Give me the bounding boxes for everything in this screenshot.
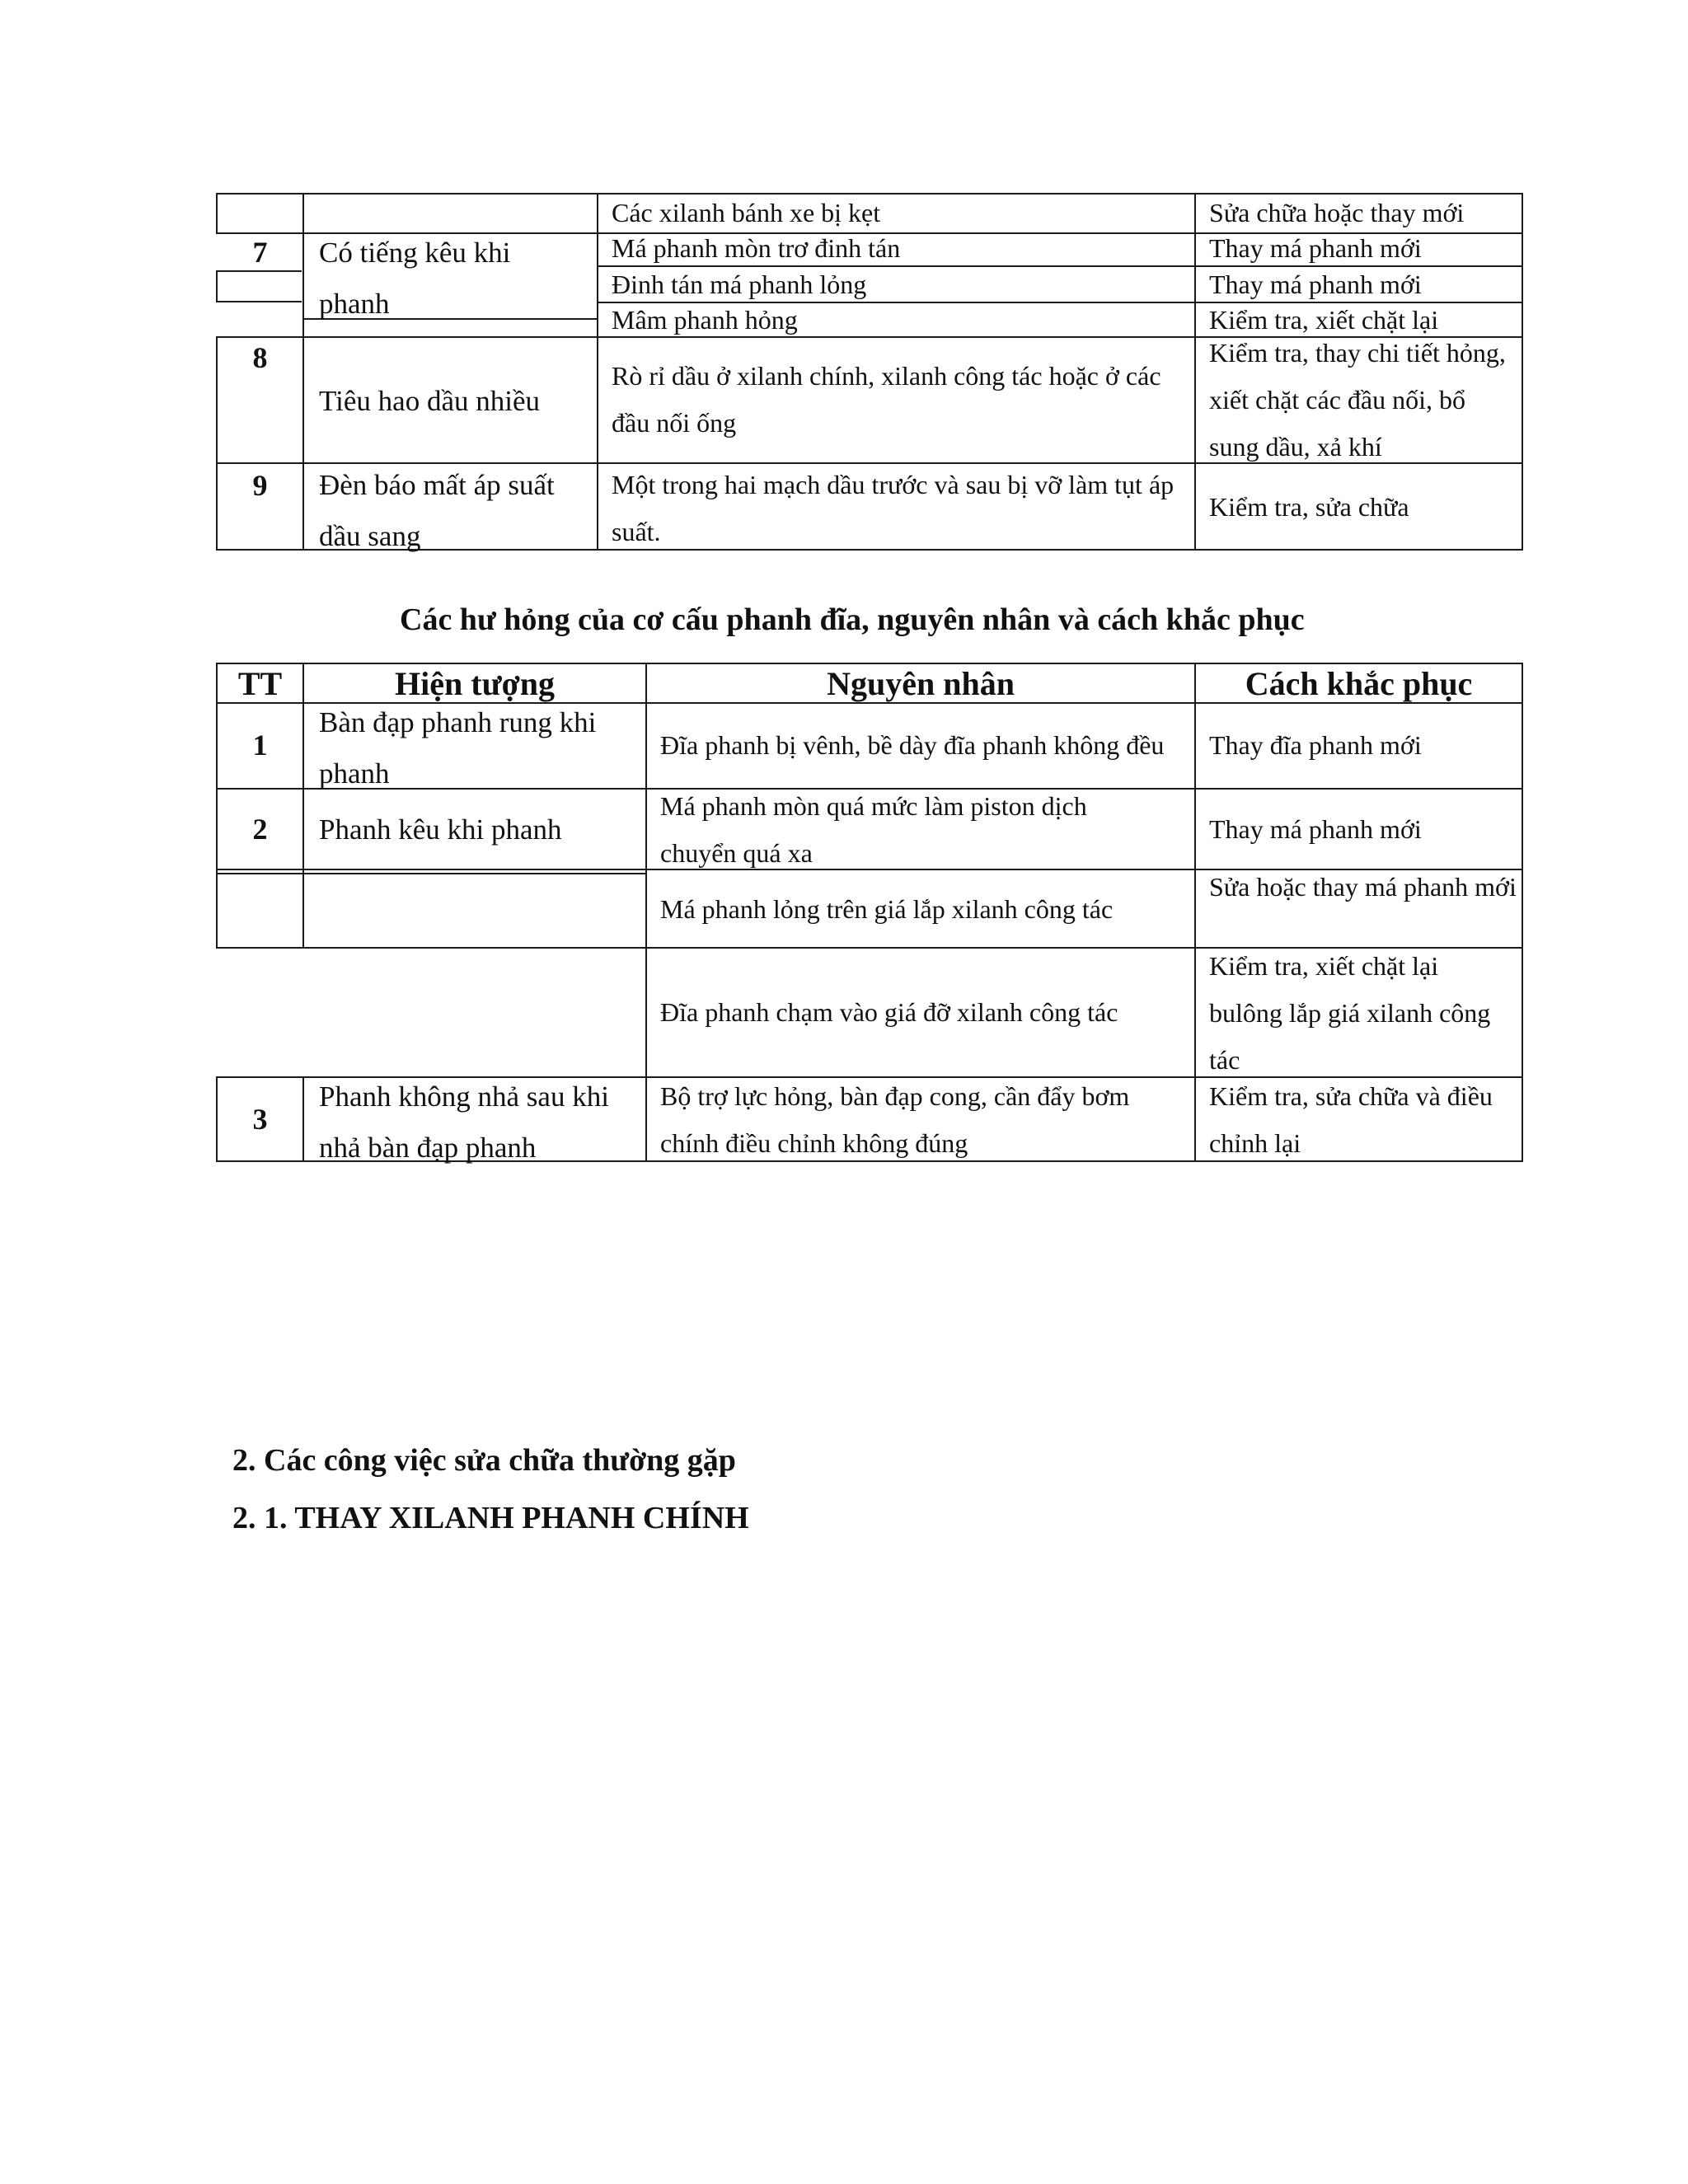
- header-fix: Cách khắc phục: [1245, 665, 1473, 702]
- symptom-cell: Phanh không nhả sau khi nhả bàn đạp phanh: [319, 1080, 609, 1164]
- fix-cell: Sửa chữa hoặc thay mới: [1209, 198, 1465, 227]
- table-title: Các hư hỏng của cơ cấu phanh đĩa, nguyên nhân và cách khắc phục: [400, 602, 1305, 637]
- symptom-cell: Tiêu hao dầu nhiều: [319, 385, 540, 417]
- cause-cell: Đinh tán má phanh lỏng: [612, 269, 867, 299]
- table-border: [1522, 663, 1523, 1162]
- symptom-cell: Đèn báo mất áp suất dầu sang: [319, 469, 555, 552]
- header-tt: TT: [237, 665, 283, 702]
- fix-cell: Kiểm tra, xiết chặt lại bulông lắp giá xilanh công tác: [1209, 951, 1491, 1075]
- row-number: 9: [252, 469, 268, 502]
- table-border: [597, 193, 598, 549]
- row-number: 2: [252, 813, 268, 846]
- row-number: 3: [252, 1103, 268, 1136]
- fix-cell: Thay má phanh mới: [1209, 814, 1422, 844]
- subsection-heading: 2. 1. THAY XILANH PHANH CHÍNH: [232, 1501, 749, 1535]
- table-border: [1522, 193, 1523, 551]
- table-border: [1194, 193, 1196, 549]
- cause-cell: Một trong hai mạch dầu trước và sau bị vỡ làm tụt áp suất.: [612, 470, 1175, 546]
- table-border: [216, 873, 645, 874]
- fix-cell: Thay đĩa phanh mới: [1209, 730, 1422, 760]
- cause-cell: Bộ trợ lực hỏng, bàn đạp cong, cần đẩy bơm chính điều chỉnh không đúng: [660, 1081, 1130, 1158]
- table-border: [645, 663, 647, 1160]
- table-border: [302, 1076, 304, 1160]
- table-border: [302, 193, 304, 549]
- header-symptom: Hiện tượng: [395, 665, 555, 702]
- row-number: 1: [252, 729, 268, 762]
- symptom-cell: Bàn đạp phanh rung khi phanh: [319, 706, 597, 790]
- table-border: [216, 301, 302, 302]
- cause-cell: Má phanh mòn trơ đinh tán: [612, 233, 901, 263]
- header-cause: Nguyên nhân: [827, 665, 1015, 702]
- fix-cell: Kiểm tra, sửa chữa và điều chỉnh lại: [1209, 1081, 1493, 1158]
- section-heading: 2. Các công việc sửa chữa thường gặp: [232, 1443, 736, 1478]
- fix-cell: Kiểm tra, xiết chặt lại: [1209, 305, 1439, 335]
- fix-cell: Thay má phanh mới: [1209, 269, 1422, 299]
- cause-cell: Đĩa phanh bị vênh, bề dày đĩa phanh không đều: [660, 730, 1165, 760]
- fix-cell: Sửa hoặc thay má phanh mới: [1209, 872, 1517, 902]
- table-border: [216, 270, 218, 302]
- symptom-cell: Có tiếng kêu khi: [319, 237, 511, 269]
- table-border: [216, 193, 218, 232]
- symptom-cell: phanh: [319, 288, 390, 320]
- symptom-cell: Phanh kêu khi phanh: [319, 813, 562, 846]
- cause-cell: Các xilanh bánh xe bị kẹt: [612, 198, 881, 227]
- cause-cell: Mâm phanh hỏng: [612, 305, 798, 335]
- fix-cell: Thay má phanh mới: [1209, 233, 1422, 263]
- row-number: 8: [252, 341, 268, 374]
- cause-cell: Đĩa phanh chạm vào giá đỡ xilanh công tác: [660, 997, 1118, 1027]
- cause-cell: Má phanh lỏng trên giá lắp xilanh công tác: [660, 894, 1114, 924]
- row-number: 7: [252, 236, 268, 269]
- cause-cell: Rò rỉ dầu ở xilanh chính, xilanh công tác hoặc ở các đầu nối ống: [612, 361, 1161, 438]
- cause-cell: Má phanh mòn quá mức làm piston dịch chuyển quá xa: [660, 791, 1087, 868]
- fix-cell: Kiểm tra, thay chi tiết hỏng, xiết chặt các đầu nối, bổ sung dầu, xả khí: [1209, 338, 1506, 462]
- table-border: [1194, 663, 1196, 1160]
- fix-cell: Kiểm tra, sửa chữa: [1209, 492, 1409, 522]
